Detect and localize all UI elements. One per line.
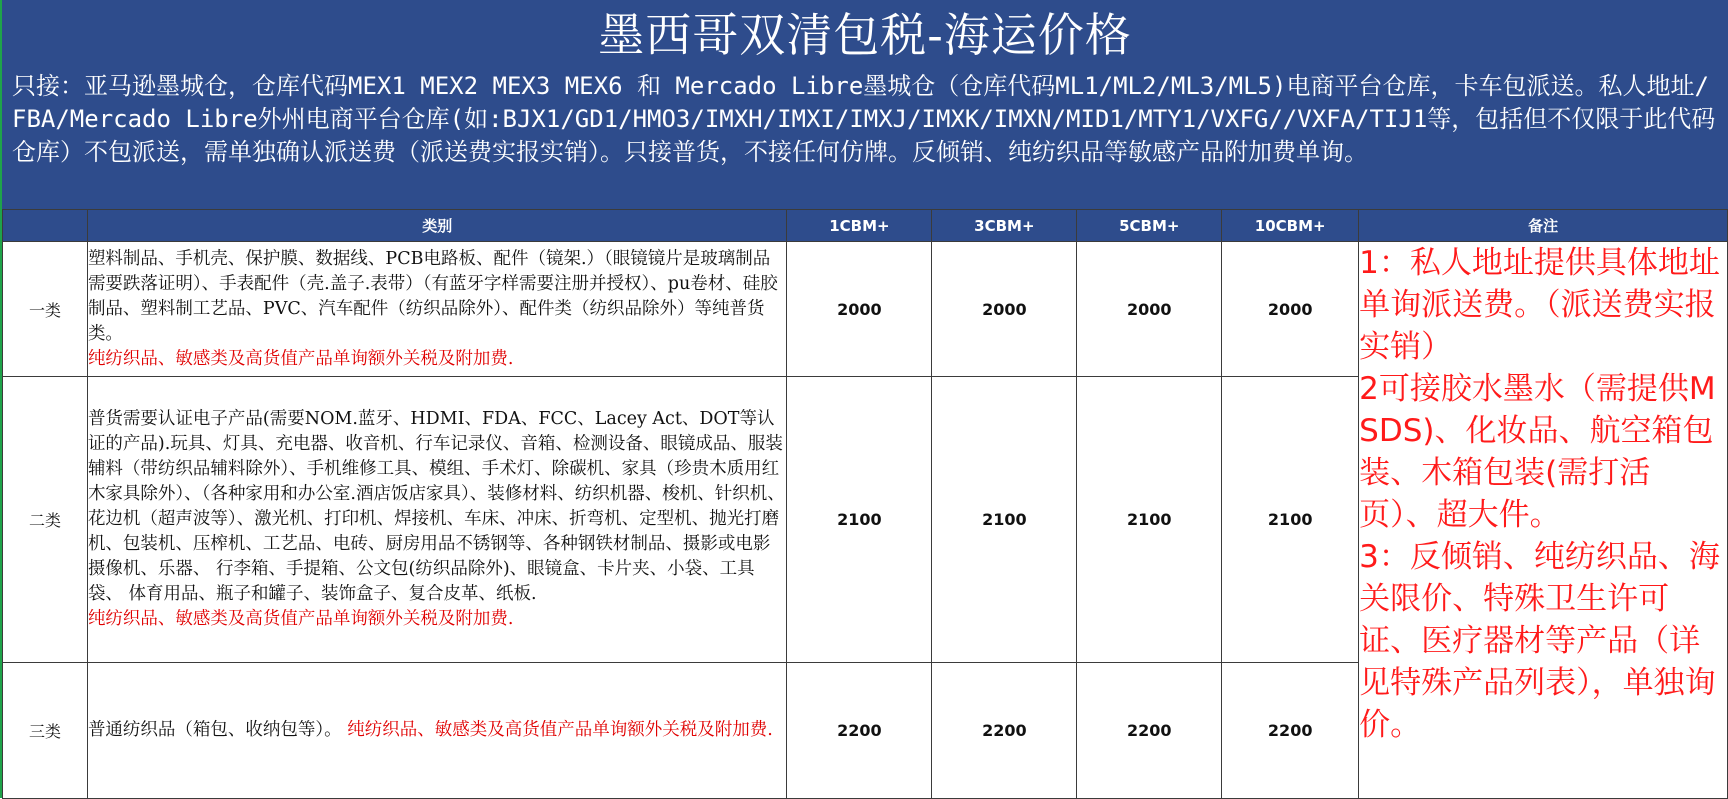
header-10cbm: 10CBM+ — [1222, 210, 1359, 242]
price-3cbm: 2200 — [932, 663, 1077, 799]
price-10cbm: 2200 — [1222, 663, 1359, 799]
header-category: 类别 — [87, 210, 787, 242]
row-class-label: 二类 — [3, 377, 88, 663]
price-5cbm: 2000 — [1077, 242, 1222, 377]
header-banner — [2, 0, 1728, 209]
remark-item: 3：反倾销、纯纺织品、海关限价、特殊卫生许可证、医疗器材等产品（详见特殊产品列表），单独询价。 — [1359, 539, 1720, 743]
row-description-text: 普通纺织品（箱包、收纳包等）。 — [87, 720, 342, 740]
table-row — [3, 242, 1728, 377]
price-10cbm: 2000 — [1222, 242, 1359, 377]
price-5cbm: 2100 — [1077, 377, 1222, 663]
row-surcharge-note: 纯纺织品、敏感类及高货值产品单询额外关税及附加费. — [87, 609, 514, 629]
row-class-label: 一类 — [3, 242, 88, 377]
service-notice: 只接：亚马逊墨城仓，仓库代码MEX1 MEX2 MEX3 MEX6 和 Mercado Libre墨城仓（仓库代码ML1/ML2/ML3/ML5)电商平台仓库，卡车包派送。私人地址/FBA/Mercado Libre外州电商平台仓库(如:BJX1/GD1/HMO3/IMXH/IMXI/IMXJ/IMXK/IMXN/MID1/MTY1/VXFG//VXFA/TIJ1等，包括但不仅限于此代码仓库）不包派送，需单独确认派送费（派送费实报实销）。只接普货，不接任何仿牌。反倾销、纯纺织品等敏感产品附加费单询。 — [12, 72, 1716, 166]
price-10cbm: 2100 — [1222, 377, 1359, 663]
price-1cbm: 2200 — [787, 663, 932, 799]
header-5cbm: 5CBM+ — [1077, 210, 1222, 242]
row-description — [87, 242, 787, 377]
remarks-cell — [1359, 242, 1728, 799]
header-remark: 备注 — [1359, 210, 1728, 242]
page-title: 墨西哥双清包税-海运价格 — [598, 8, 1132, 62]
row-description-text: 塑料制品、手机壳、保护膜、数据线、PCB电路板、配件（镜架.）（眼镜镜片是玻璃制品需要跌落证明）、手表配件（壳.盖子.表带）（有蓝牙字样需要注册并授权）、pu卷材、硅胶制品、塑料制工艺品、PVC、汽车配件（纺织品除外）、配件类（纺织品除外）等纯普货类。 — [87, 248, 778, 344]
row-description-text: 普货需要认证电子产品(需要NOM.蓝牙、HDMI、FDA、FCC、Lacey Act、DOT等认证的产品).玩具、灯具、充电器、收音机、行车记录仪、音箱、检测设备、眼镜成品、服装辅料（带纺织品辅料除外）、手机维修工具、模组、手术灯、除碳机、家具（珍贵木质用红木家具除外）、（各种家用和办公室.酒店饭店家具）、装修材料、纺织机器、梭机、针织机、花边机（超声波等）、激光机、打印机、焊接机、车床、冲床、折弯机、定型机、抛光打磨机、包装机、压榨机、工艺品、电砖、厨房用品不锈钢等、各种钢铁材制品、摄影或电影摄像机、乐器、 行李箱、手提箱、公文包(纺织品除外)、眼镜盒、卡片夹、小袋、工具袋、 体育用品、瓶子和罐子、装饰盒子、复合皮革、纸板. — [87, 409, 785, 604]
header-3cbm: 3CBM+ — [932, 210, 1077, 242]
row-class-label: 三类 — [3, 663, 88, 799]
price-1cbm: 2100 — [787, 377, 932, 663]
row-description — [87, 377, 787, 663]
price-table — [2, 209, 1728, 799]
remark-item: 2可接胶水墨水（需提供MSDS)、化妆品、航空箱包装、木箱包装(需打活页）、超大件。 — [1359, 371, 1716, 533]
table-header-row — [3, 210, 1728, 242]
row-surcharge-note: 纯纺织品、敏感类及高货值产品单询额外关税及附加费. — [341, 720, 773, 740]
price-3cbm: 2000 — [932, 242, 1077, 377]
header-1cbm: 1CBM+ — [787, 210, 932, 242]
price-1cbm: 2000 — [787, 242, 932, 377]
price-3cbm: 2100 — [932, 377, 1077, 663]
row-description — [87, 663, 787, 799]
price-5cbm: 2200 — [1077, 663, 1222, 799]
row-surcharge-note: 纯纺织品、敏感类及高货值产品单询额外关税及附加费. — [87, 348, 514, 369]
header-class — [3, 210, 88, 242]
remark-item: 1：私人地址提供具体地址单询派送费。（派送费实报实销） — [1359, 245, 1720, 365]
